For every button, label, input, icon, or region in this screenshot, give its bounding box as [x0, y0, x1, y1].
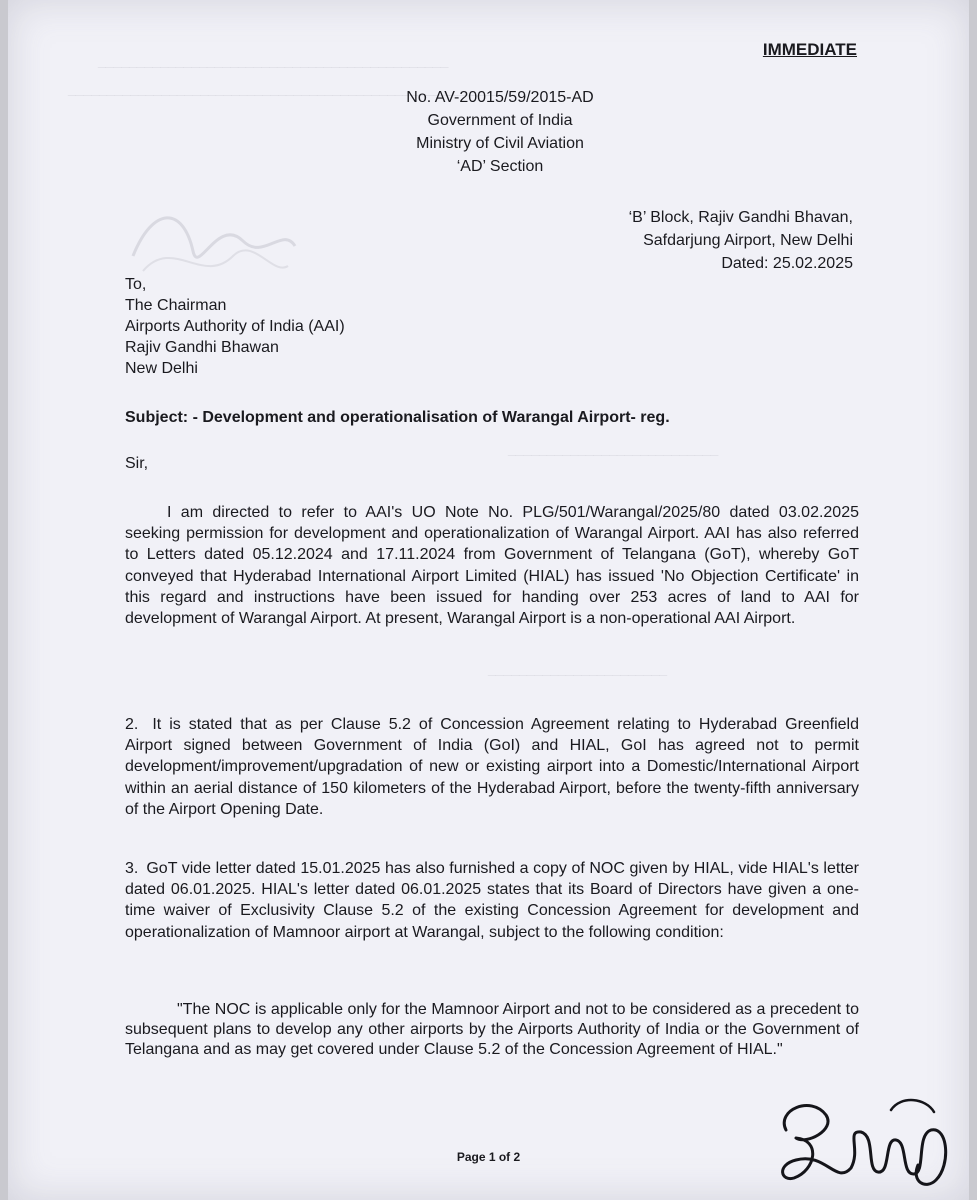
- recipient-block: [125, 274, 345, 379]
- address-line-2: Safdarjung Airport, New Delhi: [643, 232, 853, 249]
- bleed-through-text: _______________________________________________________: [68, 80, 497, 96]
- recipient-city: New Delhi: [125, 360, 198, 377]
- subject-line: Subject: - Development and operationalisation of Warangal Airport- reg.: [125, 409, 670, 426]
- letter-header: [390, 86, 610, 178]
- paragraph-3-text: GoT vide letter dated 15.01.2025 has also furnished a copy of NOC given by HIAL, vide HIAL's letter dated 06.01.2025. HIAL's letter dated 06.01.2025 states that its Board of Directors have given a one-time waiver of Exclusivity Clause 5.2 of the existing Concession Agreement for development and operationalization of Mamnoor airport at Warangal, subject to the following condition:: [125, 860, 859, 941]
- paragraph-3-number: 3.: [125, 860, 139, 877]
- file-number: No. AV-20015/59/2015-AD: [406, 89, 594, 106]
- page-number: Page 1 of 2: [456, 1150, 521, 1164]
- paragraph-1-text: I am directed to refer to AAI's UO Note No. PLG/501/Warangal/2025/80 dated 03.02.2025 seeking permission for development and operationalization of Warangal Airport. AAI has also referred to Letters dated 05.12.2024 and 17.11.2024 from Government of Telangana (GoT), whereby GoT conveyed that Hyderabad International Airport Limited (HIAL) has issued 'No Objection Certificate' in this regard and instructions have been issued for handing over 253 acres of land to AAI for development of Warangal Airport. At present, Warangal Airport is a non-operational AAI Airport.: [125, 504, 859, 628]
- immediate-marking: IMMEDIATE: [762, 40, 857, 59]
- address-line-1: ‘B’ Block, Rajiv Gandhi Bhavan,: [628, 209, 853, 226]
- paragraph-2-number: 2.: [125, 716, 139, 733]
- recipient-building: Rajiv Gandhi Bhawan: [125, 339, 279, 356]
- sender-address: [629, 206, 853, 275]
- salutation: Sir,: [125, 455, 149, 472]
- bleed-through-text: _______________________: [488, 660, 668, 676]
- government-line: Government of India: [427, 112, 573, 129]
- bleed-through-text: ___________________________: [508, 440, 719, 456]
- handwritten-signature: [766, 1090, 956, 1195]
- letter-page: [8, 0, 969, 1200]
- section-line: ‘AD’ Section: [456, 158, 544, 175]
- quoted-condition: [125, 1000, 859, 1060]
- paragraph-1: [125, 502, 859, 629]
- quoted-condition-text: "The NOC is applicable only for the Mamnoor Airport and not to be considered as a precedent to subsequent plans to develop any other airports by the Airports Authority of India or the Government of Telangana and as may get covered under Clause 5.2 of the Concession Agreement of HIAL.": [125, 1001, 859, 1058]
- paragraph-2: [125, 714, 859, 820]
- letter-date: Dated: 25.02.2025: [721, 255, 853, 272]
- recipient-organisation: Airports Authority of India (AAI): [125, 318, 345, 335]
- recipient-title: The Chairman: [125, 297, 227, 314]
- to-label: To,: [125, 276, 147, 293]
- bleed-through-text: _____________________________________________: [98, 52, 449, 68]
- paragraph-2-text: It is stated that as per Clause 5.2 of Concession Agreement relating to Hyderabad Greenfield Airport signed between Government of India (GoI) and HIAL, GoI has agreed not to permit development/improvement/upgradation of new or existing airport into a Domestic/International Airport within an aerial distance of 150 kilometers of the Hyderabad Airport, before the twenty-fifth anniversary of the Airport Opening Date.: [125, 716, 859, 818]
- paragraph-3: [125, 858, 859, 943]
- ministry-line: Ministry of Civil Aviation: [416, 135, 584, 152]
